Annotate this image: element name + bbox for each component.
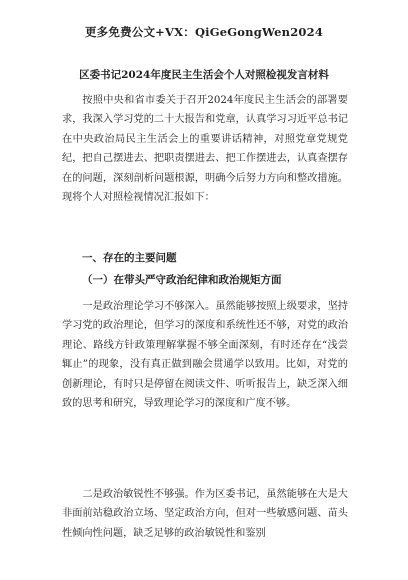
- promo-header: 更多免费公文+VX：QiGeGongWen2024: [84, 25, 324, 39]
- body-paragraph: 二是政治敏锐性不够强。作为区委书记，虽然能够在大是大非面前站稳政治立场、坚定政治方向，但对一些敏感问题、苗头性倾向性问题，缺乏足够的政治敏锐性和鉴别: [62, 489, 348, 539]
- subsection-heading: （一）在带头严守政治纪律和政治规矩方面: [82, 274, 282, 286]
- section-heading: 一、存在的主要问题: [82, 252, 177, 264]
- document-title: 区委书记2024年度民主生活会个人对照检视发言材料: [79, 69, 329, 81]
- intro-paragraph: 按照中央和省市委关于召开2024年度民主生活会的部署要求，我深入学习党的二十大报告和党章，认真学习习近平总书记在中央政治局民主生活会上的重要讲话精神，对照党章党规党纪，把自己摆进去、把职责摆进去、把工作摆进去，认真查摆存在的问题，深刻剖析问题根源，明确今后努力方向和整改措施。现将个人对照检视情况汇报如下：: [62, 95, 348, 204]
- body-paragraph: 一是政治理论学习不够深入。虽然能够按照上级要求，坚持学习党的政治理论，但学习的深度和系统性还不够，对党的政治理论、路线方针政策理解掌握不够全面深刻，有时还存在“浅尝辄止”的现象，没有真正做到融会贯通学以致用。比如，对党的创新理论，有时只是停留在阅读文件、听听报告上，缺乏深入细致的思考和研究，导致理论学习的深度和广度不够。: [62, 301, 348, 410]
